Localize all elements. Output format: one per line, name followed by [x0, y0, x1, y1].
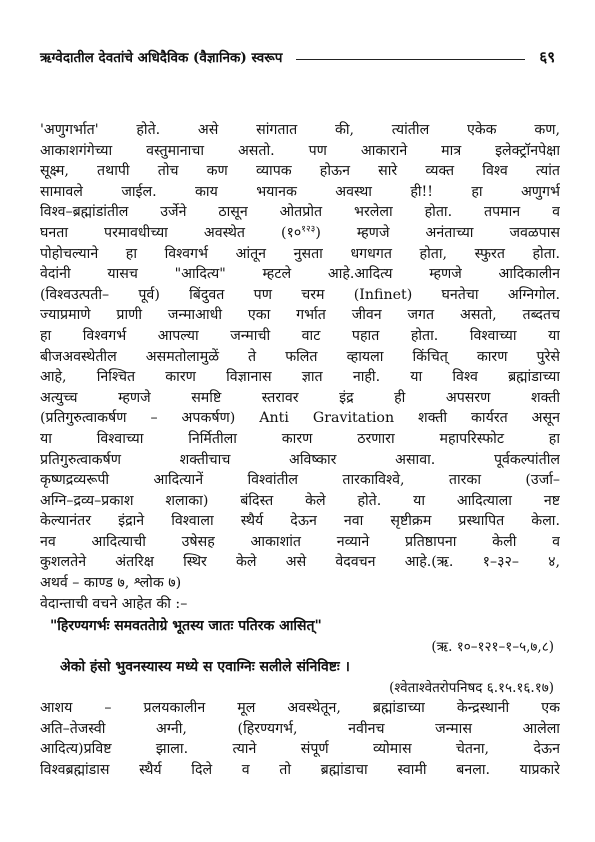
text-line: अत्युच्च म्हणजे समष्टि स्तरावर इंद्र ही अपसरण शक्ती	[40, 389, 560, 406]
text-line: आदित्य)प्रविष्ट झाला. त्याने संपूर्ण व्योमास चेतना, देऊन	[40, 741, 560, 758]
text-line: 'अणुगर्भात' होते. असे सांगतात की, त्यांतील एकेक कण,	[40, 122, 560, 138]
exponent: १२३	[301, 224, 316, 235]
text-segment: घनता परमावधीच्या अवस्थेत (१०	[40, 224, 302, 241]
verse-reference: (ऋ. १०–१२१–१–५,७,८)	[431, 639, 554, 656]
header-rule	[296, 59, 525, 60]
text-line: अथर्व – काण्ड ७, श्लोक ७)	[40, 575, 182, 592]
text-line: आशय – प्रलयकालीन मूल अवस्थेतून, ब्रह्मांडाच्या केन्द्रस्थानी एक	[40, 700, 560, 717]
text-line: पोहोचल्याने हा विश्वगर्भ आंतून नुसता धगधगत होता, स्फुरत होता.	[40, 245, 560, 262]
text-line: सामावले जाईल. काय भयानक अवस्था ही!! हा अणुगर्भ	[40, 183, 560, 200]
sanskrit-verse: "हिरण्यगर्भः समवततेाग्रे भूतस्य जातः पतिरक आसित्"	[50, 618, 322, 635]
text-line: नव आदित्याची उषेसह आकाशांत नव्याने प्रतिष्ठापना केली व	[40, 533, 560, 550]
text-line: या विश्वाच्या निर्मितीला कारण ठरणारा महापरिस्फोट हा	[40, 430, 560, 447]
text-line: प्रतिगुरुत्वाकर्षण शक्तीचाच अविष्कार असावा. पूर्वकल्पांतील	[40, 451, 560, 468]
text-line: आहे, निश्चित कारण विज्ञानास ज्ञात नाही. या विश्व ब्रह्मांडाच्या	[40, 369, 560, 386]
text-line: कृष्णद्रव्यरूपी आदित्यानें विश्वांतील तारकाविश्वे, तारका (उर्जा–	[40, 472, 560, 489]
text-line: (प्रतिगुरुत्वाकर्षण – अपकर्षण) Anti Gravitation शक्ती कार्यरत असून	[40, 410, 560, 427]
running-header	[40, 44, 555, 70]
body-text	[40, 120, 560, 781]
sanskrit-verse: अेको हंसो भुवनस्यास्य मध्ये स एवाग्निः सलीले संनिविष्टः ।	[60, 659, 350, 676]
text-line: सूक्ष्म, तथापी तोच कण व्यापक होऊन सारे व्यक्त विश्व त्यांत	[40, 163, 560, 180]
text-line: हा विश्वगर्भ आपल्या जन्माची वाट पहात होता. विश्वाच्या या	[40, 327, 560, 344]
text-line: केल्यानंतर इंद्राने विश्वाला स्थैर्य देऊन नवा सृष्टीक्रम प्रस्थापित केला.	[40, 513, 560, 530]
text-line: कुशलतेने अंतरिक्ष स्थिर केले असे वेदवचन आहे.(ऋ. १–३२– ४,	[40, 554, 560, 571]
header-title: ऋग्वेदातील देवतांचे अधिदैविक (वैज्ञानिक) स्वरूप	[40, 50, 283, 66]
text-line: अति–तेजस्वी अग्नी, (हिरण्यगर्भ, नवीनच जन्मास आलेला	[40, 720, 560, 737]
text-segment: ) म्हणजे अनंताच्या जवळपास	[315, 224, 560, 241]
page-number: ६९	[539, 48, 555, 66]
verse-reference: (श्वेताश्वेतरोपनिषद ६.१५.१६.१७)	[389, 680, 554, 697]
text-line: अग्नि–द्रव्य–प्रकाश शलाका) बंदिस्त केले होते. या आदित्याला नष्ट	[40, 492, 560, 509]
text-line: वेदान्ताची वचने आहेत की :–	[40, 595, 188, 612]
text-line-exponent	[40, 223, 560, 244]
text-line: बीजअवस्थेतील असमतोलामुळें ते फलित व्हायला किंचित् कारण पुरेसे	[40, 348, 560, 365]
text-line: विश्वब्रह्मांडास स्थैर्य दिले व तो ब्रह्मांडाचा स्वामी बनला. याप्रकारे	[40, 762, 560, 779]
text-line: आकाशगंगेच्या वस्तुमानाचा असतो. पण आकाराने मात्र इलेक्ट्रॉनपेक्षा	[40, 142, 560, 159]
text-line: ज्याप्रमाणे प्राणी जन्माआधी एका गर्भात जीवन जगत असतो, तब्दतच	[40, 307, 560, 324]
text-line: वेदांनी यासच "आदित्य" म्हटले आहे.आदित्य म्हणजे आदिकालीन	[40, 266, 560, 283]
text-line: विश्व–ब्रह्मांडांतील उर्जेने ठासून ओतप्रोत भरलेला होता. तपमान व	[40, 204, 560, 221]
text-line: (विश्वउत्पती– पूर्व) बिंदुवत पण चरम (Infinet) घनतेचा अग्निगोल.	[40, 286, 560, 303]
